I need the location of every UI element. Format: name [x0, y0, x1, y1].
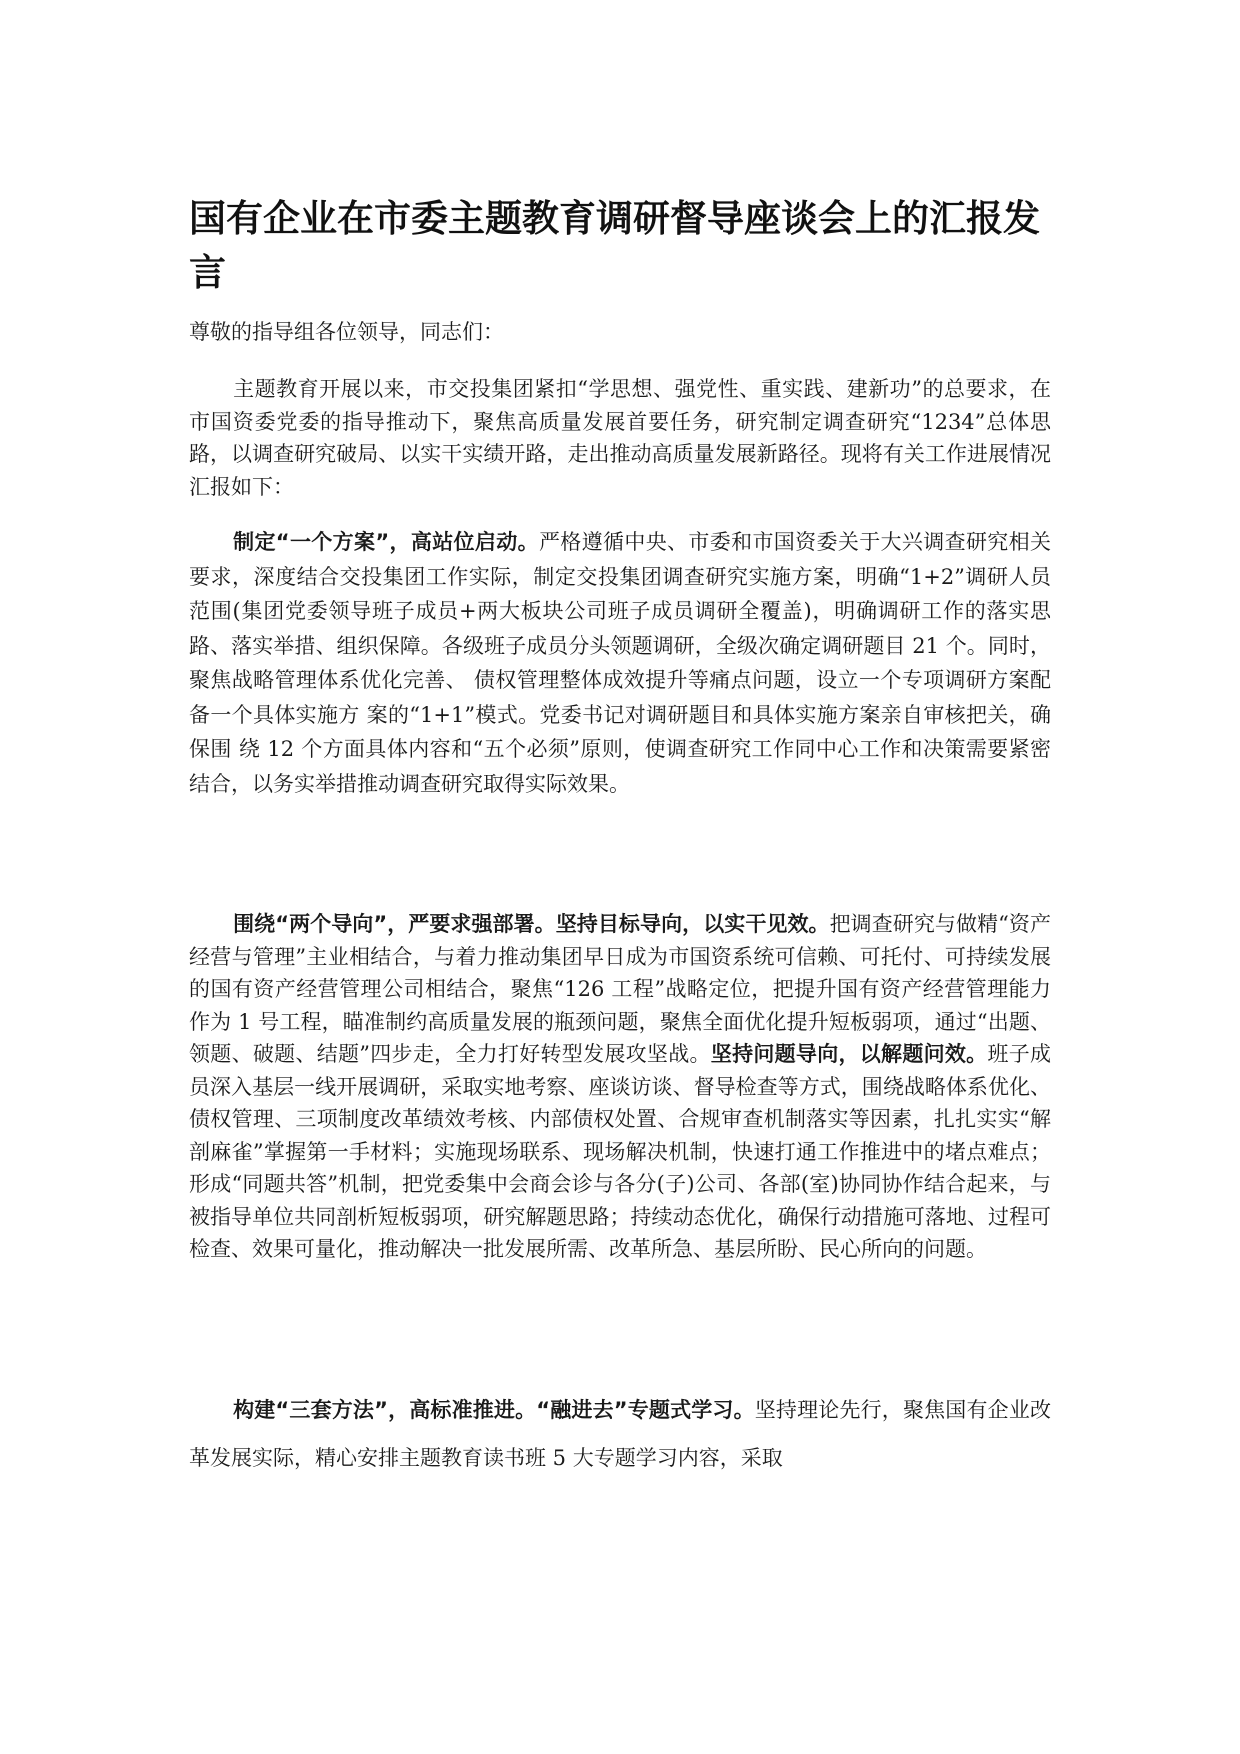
paragraph-heading: 围绕“两个导向”，严要求强部署。坚持目标导向，以实干见效。	[233, 912, 830, 936]
paragraph-heading: 制定“一个方案”，高站位启动。	[233, 530, 539, 554]
paragraph-orientation	[189, 908, 1051, 1266]
paragraph-text: 班子成员深入基层一线开展调研，采取实地考察、座谈访谈、督导检查等方式，围绕战略体系优化、债权管理、三项制度改革绩效考核、内部债权处置、合规审查机制落实等因素，扎扎实实“解剖麻雀”掌握第一手材料；实施现场联系、现场解决机制，快速打通工作推进中的堵点难点；形成“同题共答”机制，把党委集中会商会诊与各分(子)公司、各部(室)协同协作结合起来，与被指导单位共同剖析短板弱项，研究解题思路；持续动态优化，确保行动措施可落地、过程可检查、效果可量化，推动解决一批发展所需、改革所急、基层所盼、民心所向的问题。	[189, 1042, 1052, 1261]
paragraph-plan	[189, 525, 1051, 801]
salutation: 尊敬的指导组各位领导，同志们：	[189, 320, 504, 344]
paragraph-text: 把调查研究与做精“资产经营与管理”主业相结合，与着力推动集团早日成为市国资系统可信赖、可托付、可持续发展的国有资产经营管理公司相结合，聚焦“126 工程”战略定位，把提升国有资产经营管理能力作为 1 号工程，瞄准制约高质量发展的瓶颈问题，聚焦全面优化提升短板弱项，通过“出题、领题、破题、结题”四步走，全力打好转型发展攻坚战。	[189, 912, 1051, 1066]
paragraph-text: 主题教育开展以来，市交投集团紧扣“学思想、强党性、重实践、建新功”的总要求，在市国资委党委的指导推动下，聚焦高质量发展首要任务，研究制定调查研究“1234”总体思路，以调查研究破局、以实干实绩开路，走出推动高质量发展新路径。现将有关工作进展情况汇报如下：	[189, 377, 1051, 499]
paragraph-subheading: 坚持问题导向，以解题问效。	[710, 1042, 988, 1066]
paragraph-methods	[189, 1386, 1051, 1482]
paragraph-heading: 构建“三套方法”，高标准推进。“融进去”专题式学习。	[233, 1398, 755, 1422]
paragraph-text: 坚持理论先行，聚焦国有企业改革发展实际，精心安排主题教育读书班 5 大专题学习内容，采取	[189, 1398, 1051, 1470]
paragraph-text: 严格遵循中央、市委和市国资委关于大兴调查研究相关要求，深度结合交投集团工作实际，制定交投集团调查研究实施方案，明确“1+2”调研人员范围(集团党委领导班子成员+两大板块公司班子成员调研全覆盖)，明确调研工作的落实思路、落实举措、组织保障。各级班子成员分头领题调研，全级次确定调研题目 21 个。同时，聚焦战略管理体系优化完善、 债权管理整体成效提升等痛点问题，设立一个专项调研方案配备一个具体实施方 案的“1+1”模式。党委书记对调研题目和具体实施方案亲自审核把关，确保围 绕 12 个方面具体内容和“五个必须”原则，使调查研究工作同中心工作和决策需要紧密结合，以务实举措推动调查研究取得实际效果。	[189, 530, 1051, 796]
paragraph-intro	[189, 373, 1051, 503]
document-title: 国有企业在市委主题教育调研督导座谈会上的汇报发言	[189, 197, 1040, 294]
